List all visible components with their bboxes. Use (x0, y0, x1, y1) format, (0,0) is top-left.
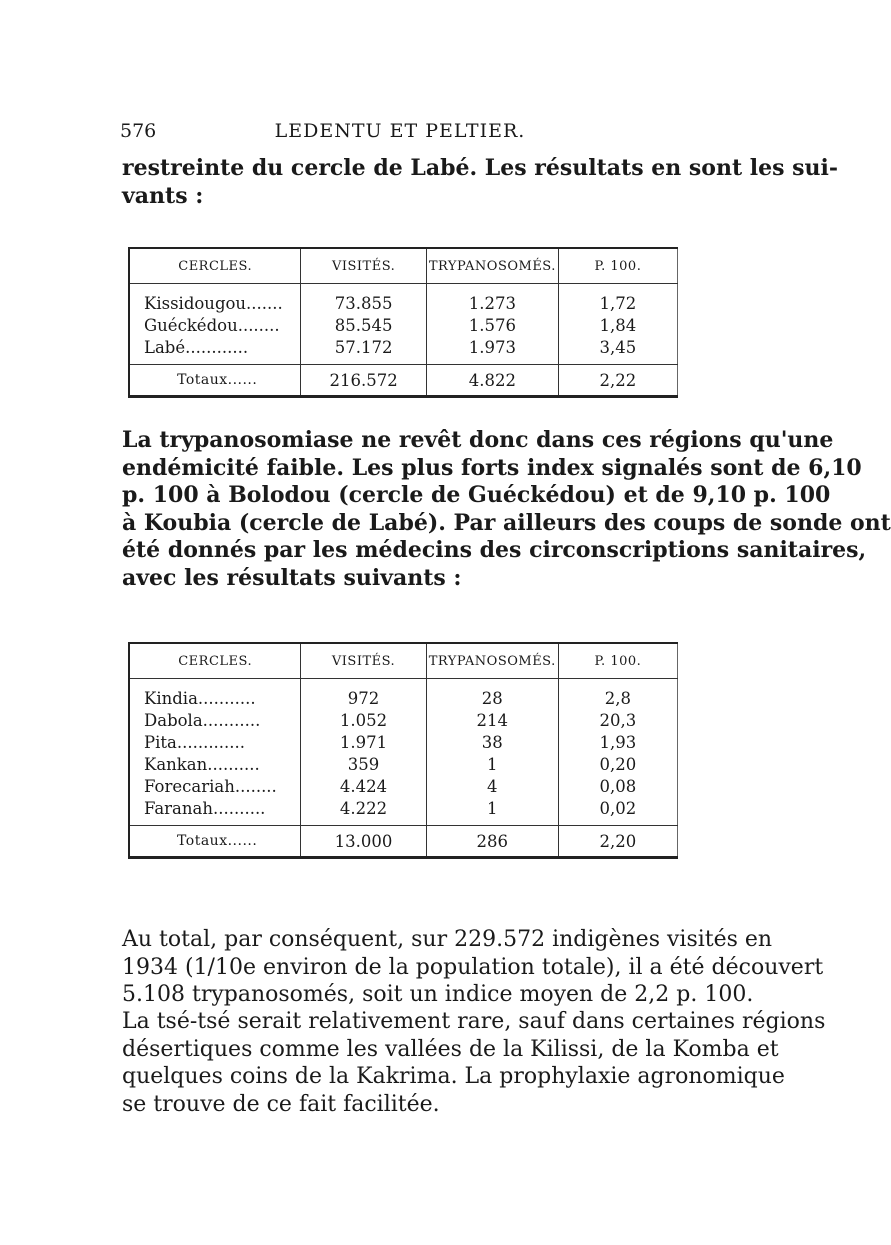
table-header-row (129, 643, 678, 679)
table-total-row: Totaux...... 13.000 286 2,20 (129, 826, 678, 858)
col-header-visites: VISITÉS. (301, 643, 426, 679)
col-header-cercles: CERCLES. (129, 248, 301, 284)
table-row: Labé............ 57.172 1.973 3,45 (129, 336, 678, 365)
col-header-visites: VISITÉS. (301, 248, 427, 284)
running-title: LEDENTU ET PELTIER. (274, 120, 526, 142)
table-row: Kindia........... 972 28 2,8 (129, 679, 678, 710)
page-header (120, 120, 680, 144)
table-total-row: Totaux...... 216.572 4.822 2,22 (129, 365, 678, 397)
table-row: Kissidougou....... 73.855 1.273 1,72 (129, 284, 678, 315)
table-cercles-2 (128, 642, 678, 859)
col-header-trypanosomes: TRYPANOSOMÉS. (426, 248, 558, 284)
table-row: Guéckédou........ 85.545 1.576 1,84 (129, 314, 678, 336)
paragraph-endemicite: La trypanosomiase ne revêt donc dans ces régions qu'une endémicité faible. Les plus forts index signalés sont de 6,10 p. 100 à Bolodou (cercle de Guéckédou) et de 9,10 p. 100 à Koubia (cercle de Labé). Par ailleurs des coups de sonde ont été donnés par les médecins des circonscriptions sanitaires, avec les résultats suivants : (122, 427, 891, 591)
col-header-cercles: CERCLES. (129, 643, 301, 679)
page-number: 576 (120, 120, 157, 142)
table-row: Dabola........... 1.052 214 20,3 (129, 709, 678, 731)
table-header-row (129, 248, 678, 284)
paragraph-intro: restreinte du cercle de Labé. Les résultats en sont les sui- vants : (122, 155, 839, 209)
table-cercles-1 (128, 247, 678, 398)
table-row: Forecariah........ 4.424 4 0,08 (129, 775, 678, 797)
col-header-p100: P. 100. (558, 643, 677, 679)
table-row: Faranah.......... 4.222 1 0,02 (129, 797, 678, 826)
table-row: Pita............. 1.971 38 1,93 (129, 731, 678, 753)
paragraph-total: Au total, par conséquent, sur 229.572 indigènes visités en 1934 (1/10e environ de la population totale), il a été découvert 5.108 trypanosomés, soit un indice moyen de 2,2 p. 100. (122, 927, 824, 1007)
col-header-trypanosomes: TRYPANOSOMÉS. (426, 643, 558, 679)
paragraph-tsetse: La tsé-tsé serait relativement rare, sauf dans certaines régions désertiques comme les vallées de la Kilissi, de la Komba et quelques coins de la Kakrima. La prophylaxie agronomique se trouve de ce fait facilitée. (122, 1009, 826, 1117)
table-row: Kankan.......... 359 1 0,20 (129, 753, 678, 775)
col-header-p100: P. 100. (558, 248, 677, 284)
